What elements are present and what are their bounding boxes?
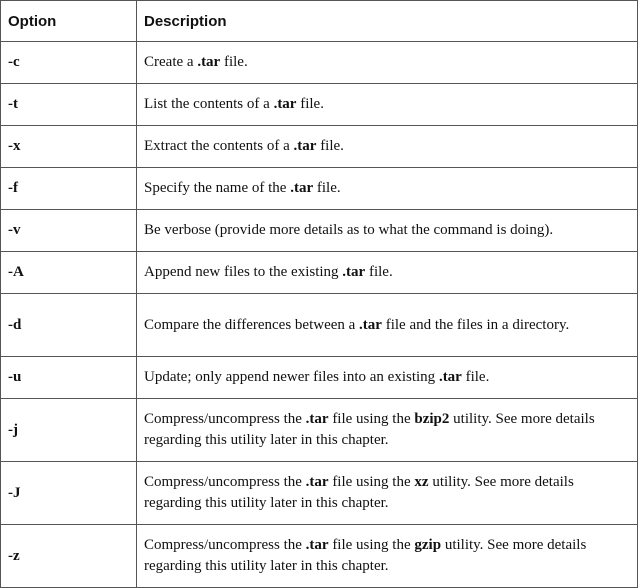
table-row — [1, 42, 638, 84]
option-cell: -f — [1, 168, 137, 210]
table-row — [1, 357, 638, 399]
description-cell: Compress/uncompress the .tar file using the gzip utility. See more details regarding this utility later in this chapter. — [137, 525, 638, 588]
description-cell: Compare the differences between a .tar file and the files in a directory. — [137, 294, 638, 357]
option-cell: -J — [1, 462, 137, 525]
table-row — [1, 168, 638, 210]
description-cell: List the contents of a .tar file. — [137, 84, 638, 126]
header-description: Description — [137, 1, 638, 42]
option-cell: -j — [1, 399, 137, 462]
description-cell: Compress/uncompress the .tar file using the xz utility. See more details regarding this utility later in this chapter. — [137, 462, 638, 525]
description-cell: Compress/uncompress the .tar file using the bzip2 utility. See more details regarding this utility later in this chapter. — [137, 399, 638, 462]
table-row — [1, 525, 638, 588]
description-cell: Create a .tar file. — [137, 42, 638, 84]
description-cell: Be verbose (provide more details as to what the command is doing). — [137, 210, 638, 252]
table-row — [1, 399, 638, 462]
option-cell: -z — [1, 525, 137, 588]
header-option: Option — [1, 1, 137, 42]
table-row — [1, 462, 638, 525]
table-row — [1, 210, 638, 252]
table-row — [1, 126, 638, 168]
description-cell: Append new files to the existing .tar file. — [137, 252, 638, 294]
option-cell: -A — [1, 252, 137, 294]
header-row — [1, 1, 638, 42]
description-cell: Update; only append newer files into an existing .tar file. — [137, 357, 638, 399]
option-cell: -x — [1, 126, 137, 168]
table-row — [1, 252, 638, 294]
description-cell: Extract the contents of a .tar file. — [137, 126, 638, 168]
table-row — [1, 294, 638, 357]
option-cell: -c — [1, 42, 137, 84]
description-cell: Specify the name of the .tar file. — [137, 168, 638, 210]
option-cell: -v — [1, 210, 137, 252]
option-cell: -u — [1, 357, 137, 399]
option-cell: -t — [1, 84, 137, 126]
table-row — [1, 84, 638, 126]
option-cell: -d — [1, 294, 137, 357]
